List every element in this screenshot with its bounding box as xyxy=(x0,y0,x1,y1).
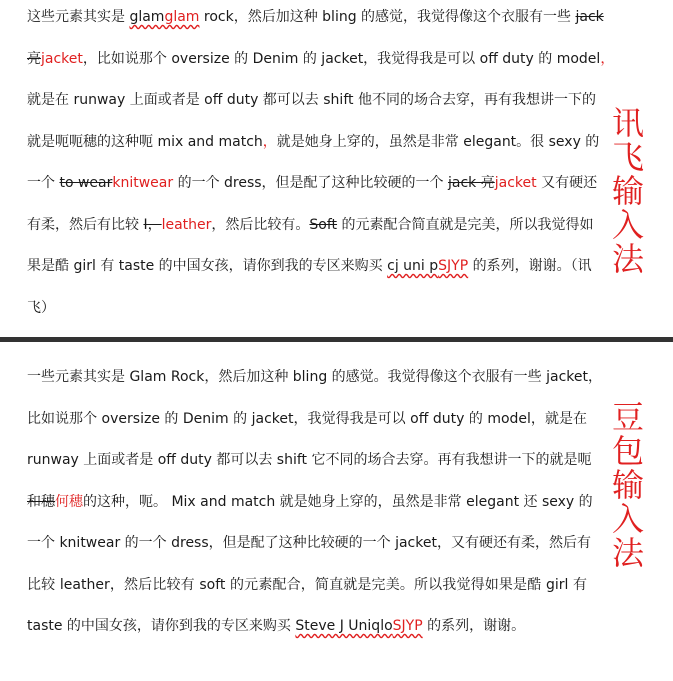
text-line xyxy=(27,606,587,648)
text-line xyxy=(27,122,600,164)
correction-fragment: 何穗 xyxy=(55,493,83,510)
correction-fragment: jack 亮 xyxy=(448,175,495,191)
correction-fragment: Steve J Uniqlo xyxy=(295,618,393,634)
section-divider xyxy=(0,337,673,342)
correction-fragment: jack xyxy=(575,9,604,25)
text-line xyxy=(27,205,594,247)
xunfei-ime-label xyxy=(608,106,648,276)
xunfei-transcript xyxy=(27,0,615,329)
text-line xyxy=(27,288,587,330)
correction-fragment: SJYP xyxy=(392,618,423,634)
text-fragment: 的元素配合简直就是完美，所以我觉得如 xyxy=(337,216,594,233)
text-line xyxy=(27,440,592,482)
text-line xyxy=(27,246,592,288)
correction-fragment: 亮 xyxy=(27,50,41,67)
text-fragment: 的系列，谢谢。 xyxy=(422,618,526,634)
label-char: 讯 xyxy=(611,104,644,142)
label-char: 输 xyxy=(611,172,644,210)
xunfei-section xyxy=(0,0,673,338)
label-char: 法 xyxy=(611,240,644,278)
text-fragment: 一个 knitwear 的一个 dress，但是配了这种比较硬的一个 jacket，又有硬还有柔，然后有 xyxy=(27,535,591,551)
text-line xyxy=(27,523,591,565)
correction-fragment: leather xyxy=(161,216,212,233)
label-char: 入 xyxy=(611,500,644,538)
text-fragment: 比如说那个 oversize 的 Denim 的 jacket，我觉得我是可以 off duty 的 model，就是在 xyxy=(27,410,587,427)
text-line xyxy=(27,80,596,122)
correction-fragment: ， xyxy=(600,50,615,67)
text-fragment: 一个 xyxy=(27,175,60,191)
correction-fragment: knitwear xyxy=(112,175,174,191)
text-fragment: 果是酷 girl 有 taste 的中国女孩，请你到我的专区来购买 xyxy=(27,258,388,274)
text-fragment: 的一个 dress，但是配了这种比较硬的一个 xyxy=(173,175,449,191)
text-fragment: ，比如说那个 oversize 的 Denim 的 jacket，我觉得我是可以 off duty 的 model xyxy=(82,50,601,67)
correction-fragment: glam xyxy=(129,9,165,25)
correction-fragment: ， xyxy=(262,133,277,150)
text-fragment: rock，然后加这种 bling 的感觉，我觉得像这个衣服有一些 xyxy=(199,9,576,25)
text-fragment: 飞） xyxy=(27,299,55,316)
correction-fragment: SJYP xyxy=(438,258,469,274)
label-char: 输 xyxy=(611,466,644,504)
correction-fragment: to wear xyxy=(59,175,113,191)
text-fragment: 就是在 runway 上面或者是 off duty 都可以去 shift 他不同的场合去穿，再有我想讲一下的 xyxy=(27,92,596,108)
text-fragment: runway 上面或者是 off duty 都可以去 shift 它不同的场合去穿。再有我想讲一下的就是呃 xyxy=(27,452,592,468)
text-fragment: 一些元素其实是 Glam Rock，然后加这种 bling 的感觉。我觉得像这个衣服有一些 jacket， xyxy=(27,369,602,385)
label-char: 入 xyxy=(611,206,644,244)
correction-fragment: Soft xyxy=(309,216,338,233)
text-fragment: 就是她身上穿的，虽然是非常 elegant。很 sexy 的 xyxy=(276,133,600,150)
text-line xyxy=(27,482,593,524)
text-line xyxy=(27,163,598,205)
text-fragment: 的系列，谢谢。（讯 xyxy=(468,258,592,274)
label-char: 飞 xyxy=(611,138,644,176)
label-char: 豆 xyxy=(611,398,644,436)
correction-fragment: I， xyxy=(143,216,162,233)
correction-fragment: jacket xyxy=(41,50,83,67)
text-fragment: 这些元素其实是 xyxy=(27,9,130,25)
text-fragment: ，然后比较有。 xyxy=(211,216,310,233)
label-char: 包 xyxy=(611,432,644,470)
doubao-transcript xyxy=(27,357,602,648)
text-line xyxy=(27,399,587,441)
text-line xyxy=(27,39,615,81)
text-fragment: 有柔，然后有比较 xyxy=(27,216,144,233)
correction-fragment: jacket xyxy=(494,175,537,191)
text-fragment: 就是呃呃穗的这种呃 mix and match xyxy=(27,133,263,150)
text-line xyxy=(27,0,604,39)
text-fragment: 比较 leather，然后比较有 soft 的元素配合，简直就是完美。所以我觉得如果是酷 girl 有 xyxy=(27,576,587,593)
text-line xyxy=(27,357,602,399)
text-fragment: 又有硬还 xyxy=(536,175,598,191)
text-line xyxy=(27,565,587,607)
correction-fragment: cj uni p xyxy=(387,258,439,274)
label-char: 法 xyxy=(611,534,644,572)
doubao-section xyxy=(0,345,673,681)
text-fragment: taste 的中国女孩，请你到我的专区来购买 xyxy=(27,618,296,634)
text-fragment: 的这种，呃。 Mix and match 就是她身上穿的，虽然是非常 elegant 还 sexy 的 xyxy=(83,493,593,510)
correction-fragment: glam xyxy=(164,9,200,25)
doubao-ime-label xyxy=(608,400,648,570)
correction-fragment: 和穗 xyxy=(27,493,55,510)
